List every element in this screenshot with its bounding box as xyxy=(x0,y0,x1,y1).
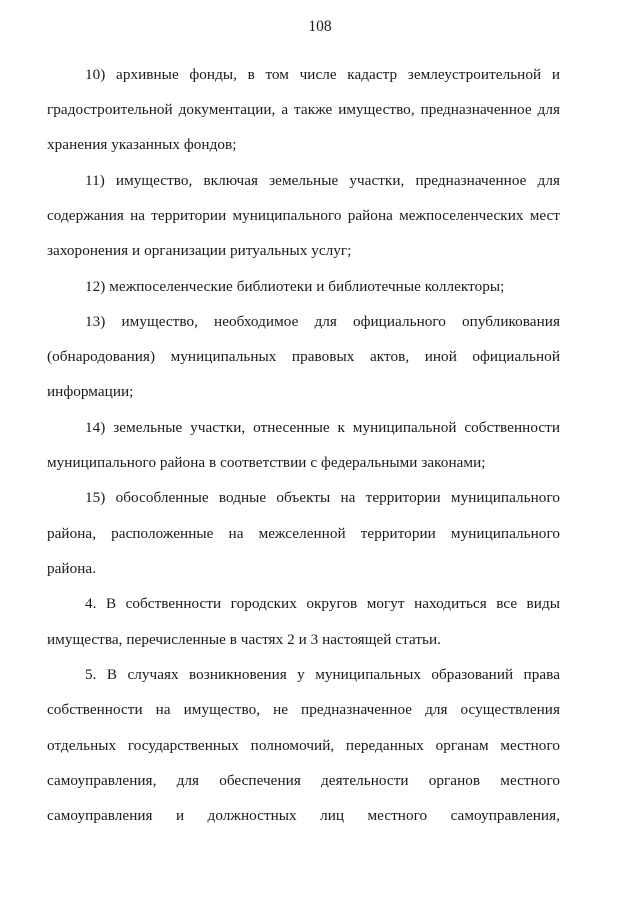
text-line: 5. В случаях возникновения у муниципальных образований права xyxy=(85,666,560,683)
text-line: отдельных государственных полномочий, переданных органам местного xyxy=(47,737,560,754)
text-line: 12) межпоселенческие библиотеки и библиотечные коллекторы; xyxy=(85,278,505,295)
text-line: самоуправления, для обеспечения деятельности органов местного xyxy=(47,772,560,789)
text-line: 4. В собственности городских округов могут находиться все виды xyxy=(85,595,560,612)
text-line: захоронения и организации ритуальных услуг; xyxy=(47,242,352,259)
text-line: градостроительной документации, а также имущество, предназначенное для xyxy=(47,101,560,118)
text-line: содержания на территории муниципального района межпоселенческих мест xyxy=(47,207,560,224)
page-number: 108 xyxy=(308,18,332,35)
text-line: имущества, перечисленные в частях 2 и 3 настоящей статьи. xyxy=(47,631,442,648)
text-line: 11) имущество, включая земельные участки, предназначенное для xyxy=(85,172,560,189)
text-line: 10) архивные фонды, в том числе кадастр землеустроительной и xyxy=(85,66,560,83)
text-line: 15) обособленные водные объекты на территории муниципального xyxy=(85,489,560,506)
text-line: (обнародования) муниципальных правовых актов, иной официальной xyxy=(47,348,560,365)
text-line: собственности на имущество, не предназначенное для осуществления xyxy=(47,701,560,718)
text-line: района, расположенные на межселенной территории муниципального xyxy=(47,525,560,542)
text-line: хранения указанных фондов; xyxy=(47,136,237,153)
text-line: 14) земельные участки, отнесенные к муниципальной собственности xyxy=(85,419,560,436)
text-line: района. xyxy=(47,560,97,577)
text-line: муниципального района в соответствии с федеральными законами; xyxy=(47,454,486,471)
text-line: 13) имущество, необходимое для официального опубликования xyxy=(85,313,560,330)
text-line: самоуправления и должностных лиц местного самоуправления, xyxy=(47,807,560,824)
text-line: информации; xyxy=(47,383,134,400)
